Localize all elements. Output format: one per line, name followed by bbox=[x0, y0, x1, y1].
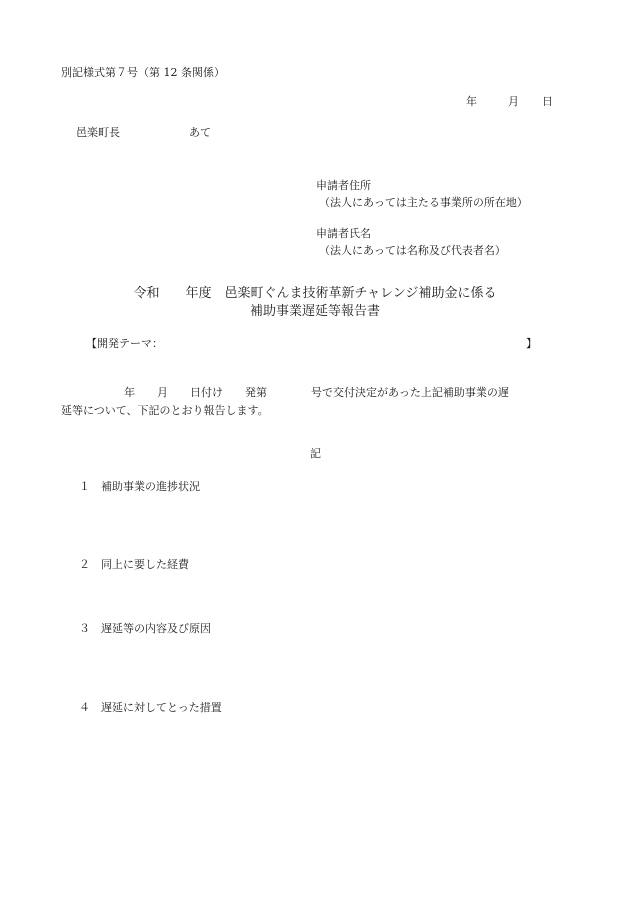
section-label: 同上に要した経費 bbox=[101, 558, 189, 571]
statement-part-2: 延等について、下記のとおり報告します。 bbox=[61, 403, 269, 417]
section-expenses bbox=[79, 558, 189, 573]
addressee bbox=[76, 126, 211, 141]
section-label: 補助事業の進捗状況 bbox=[101, 480, 200, 493]
section-number: １ bbox=[79, 480, 90, 493]
form-number: 別記様式第７号（第 12 条関係） bbox=[61, 66, 225, 79]
date-month: 月 bbox=[508, 95, 519, 108]
section-delay-cause bbox=[79, 622, 211, 637]
section-number: ３ bbox=[79, 622, 90, 635]
addressee-suffix: あて bbox=[189, 126, 211, 139]
section-progress bbox=[79, 480, 200, 495]
applicant-address-label: 申請者住所 bbox=[316, 179, 371, 192]
section-measures bbox=[79, 701, 222, 716]
date-line bbox=[466, 95, 553, 110]
ki-heading: 記 bbox=[310, 447, 321, 460]
section-label: 遅延等の内容及び原因 bbox=[101, 622, 211, 635]
section-label: 遅延に対してとった措置 bbox=[101, 701, 222, 714]
statement-part-1: 年 月 日付け 発第 号で交付決定があった上記補助事業の遅 bbox=[124, 386, 509, 399]
applicant-name-label: 申請者氏名 bbox=[316, 227, 371, 241]
title-line-1: 令和 年度 邑楽町ぐんま技術革新チャレンジ補助金に係る bbox=[133, 286, 497, 301]
report-statement bbox=[61, 384, 571, 419]
theme-close-bracket: 】 bbox=[526, 337, 537, 350]
applicant-address-note: （法人にあっては主たる事業所の所在地） bbox=[319, 196, 528, 210]
addressee-title: 邑楽町長 bbox=[76, 126, 120, 139]
applicant-block bbox=[316, 177, 528, 259]
section-number: ４ bbox=[79, 701, 90, 714]
theme-open-label: 【開発テーマ： bbox=[86, 337, 163, 350]
applicant-name-note: （法人にあっては名称及び代表者名） bbox=[319, 244, 506, 258]
document-title bbox=[0, 285, 630, 321]
title-line-2: 補助事業遅延等報告書 bbox=[249, 304, 380, 320]
date-day: 日 bbox=[542, 95, 553, 108]
development-theme bbox=[86, 337, 536, 352]
section-number: ２ bbox=[79, 558, 90, 571]
date-year: 年 bbox=[466, 95, 477, 108]
